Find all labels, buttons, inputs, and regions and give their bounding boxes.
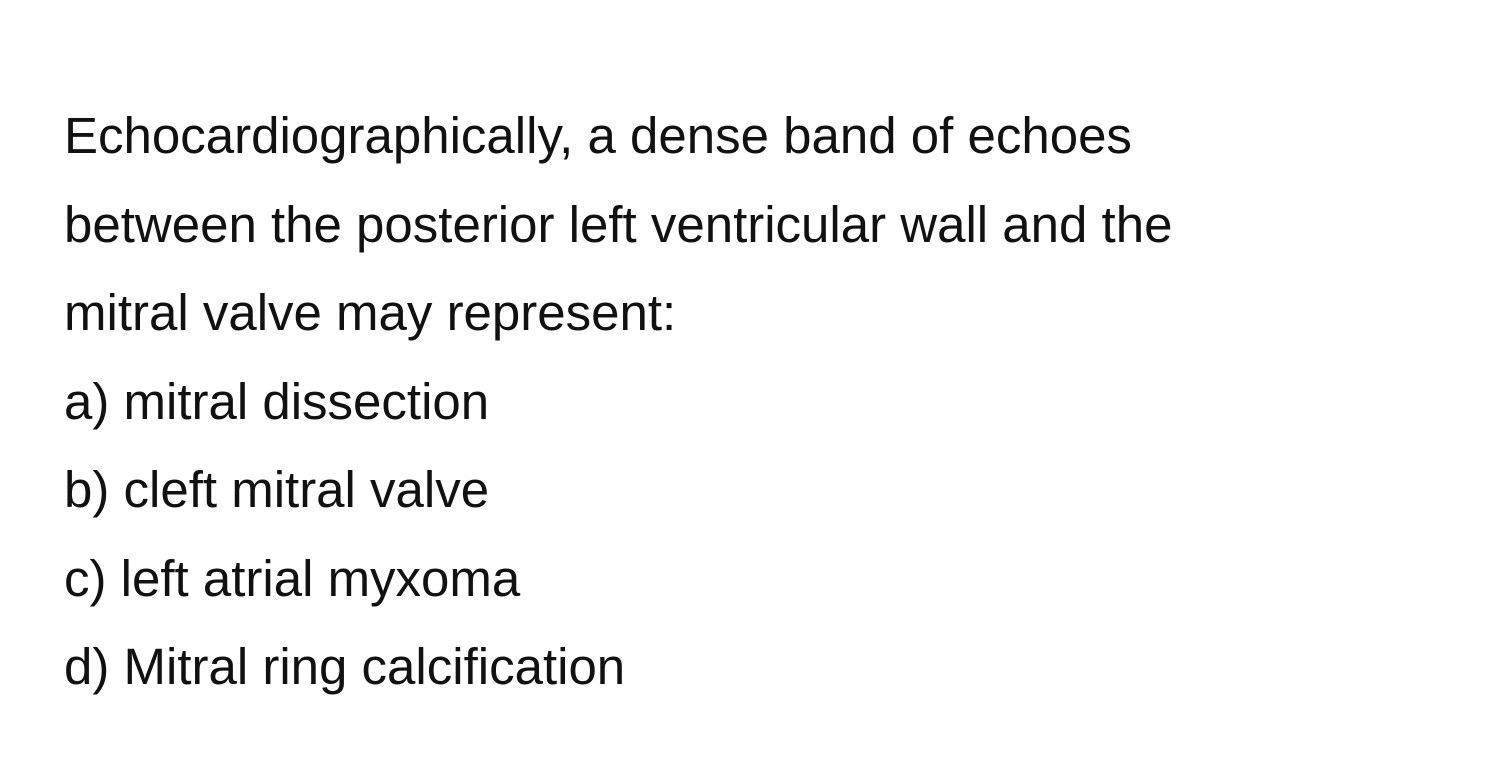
option-c: c) left atrial myxoma <box>64 549 521 607</box>
option-d: d) Mitral ring calcification <box>64 638 626 695</box>
question-stem <box>64 92 1464 358</box>
option-a: a) mitral dissection <box>64 372 490 430</box>
question-document <box>64 92 1464 712</box>
question-line: mitral valve may represent: <box>64 284 677 341</box>
question-line: between the posterior left ventricular wall and the <box>64 195 1173 253</box>
option-b: b) cleft mitral valve <box>64 461 490 518</box>
answer-options <box>64 358 1464 712</box>
question-line: Echocardiographically, a dense band of echoes <box>64 107 1132 164</box>
